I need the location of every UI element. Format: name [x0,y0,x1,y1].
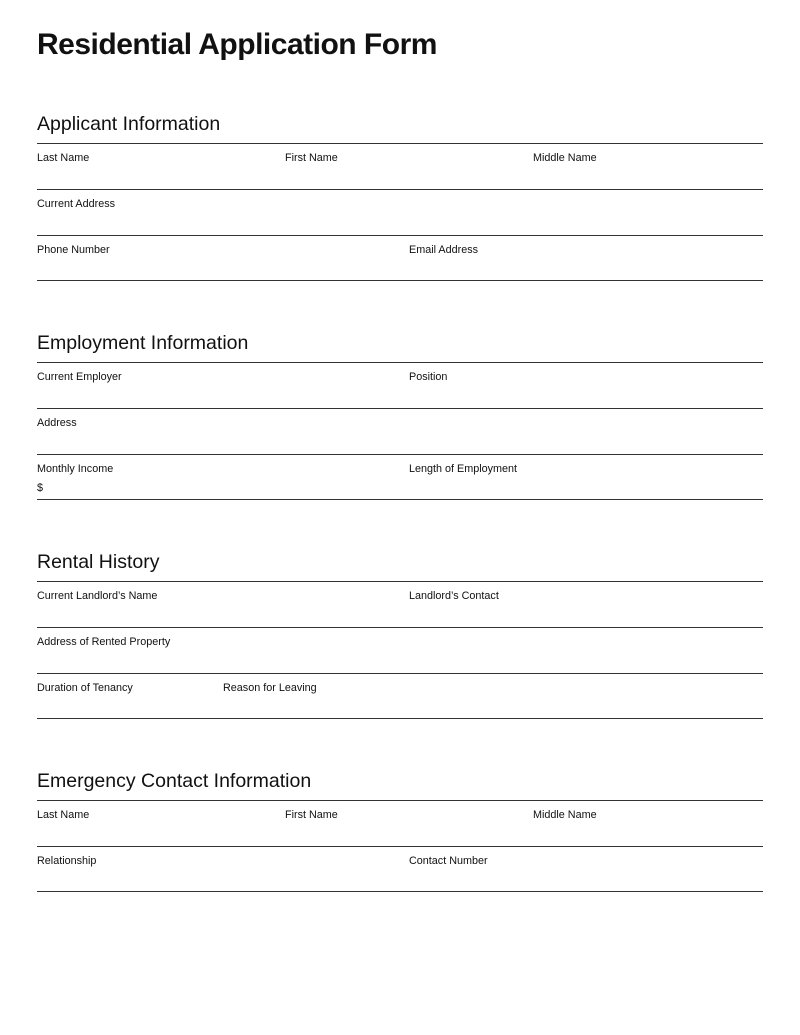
current-landlord-name-field[interactable] [37,590,157,602]
emergency-relationship-row [37,846,763,892]
applicant-current-address-field[interactable] [37,198,115,210]
applicant-address-row [37,189,763,235]
field-label: Middle Name [533,152,597,164]
landlord-contact-field[interactable] [409,590,499,602]
rental-landlord-row [37,581,763,627]
currency-prefix: $ [37,482,44,494]
field-label: Current Employer [37,371,122,383]
field-label: Monthly Income [37,463,114,475]
applicant-information-heading: Applicant Information [37,113,221,135]
emergency-middle-name-field[interactable] [533,809,597,821]
field-label: Phone Number [37,244,110,256]
emergency-contact-heading: Emergency Contact Information [37,770,312,792]
field-label: Current Address [37,198,116,210]
employment-information-section [37,328,763,500]
emergency-last-name-field[interactable] [37,809,89,821]
emergency-first-name-field[interactable] [285,809,338,821]
field-label: Address of Rented Property [37,636,171,648]
field-label: Landlord’s Contact [409,590,499,602]
applicant-email-address-field[interactable] [409,244,478,256]
field-label: Email Address [409,244,479,256]
applicant-first-name-field[interactable] [285,152,338,164]
emergency-contact-section [37,766,763,892]
field-label: Contact Number [409,855,488,867]
field-label: First Name [285,152,338,164]
field-label: Duration of Tenancy [37,682,133,694]
rental-tenancy-row [37,673,763,719]
field-label: First Name [285,809,338,821]
field-label: Last Name [37,152,90,164]
employment-employer-row [37,362,763,408]
applicant-contact-row [37,235,763,281]
application-form-page [37,0,763,1035]
employment-address-row [37,408,763,454]
duration-of-tenancy-field[interactable] [37,682,133,694]
length-of-employment-field[interactable] [409,463,517,475]
rental-address-row [37,627,763,673]
field-label: Current Landlord’s Name [37,590,158,602]
reason-for-leaving-field[interactable] [223,682,317,694]
field-label: Last Name [37,809,90,821]
emergency-name-row [37,800,763,846]
applicant-middle-name-field[interactable] [533,152,597,164]
contact-number-field[interactable] [409,855,488,867]
current-employer-field[interactable] [37,371,122,383]
applicant-name-row [37,143,763,189]
field-label: Reason for Leaving [223,682,317,694]
applicant-information-section [37,109,763,281]
employment-information-heading: Employment Information [37,332,249,354]
employment-income-row [37,454,763,500]
field-label: Middle Name [533,809,597,821]
relationship-field[interactable] [37,855,96,867]
applicant-phone-number-field[interactable] [37,244,110,256]
rental-history-section [37,547,763,719]
field-label: Length of Employment [409,463,518,475]
field-label: Position [409,371,448,383]
rental-history-heading: Rental History [37,551,160,573]
monthly-income-field[interactable] [37,463,113,494]
field-label: Relationship [37,855,97,867]
employer-address-field[interactable] [37,417,77,429]
applicant-last-name-field[interactable] [37,152,89,164]
position-field[interactable] [409,371,447,383]
field-label: Address [37,417,77,429]
address-of-rented-property-field[interactable] [37,636,170,648]
page-title: Residential Application Form [37,28,437,61]
